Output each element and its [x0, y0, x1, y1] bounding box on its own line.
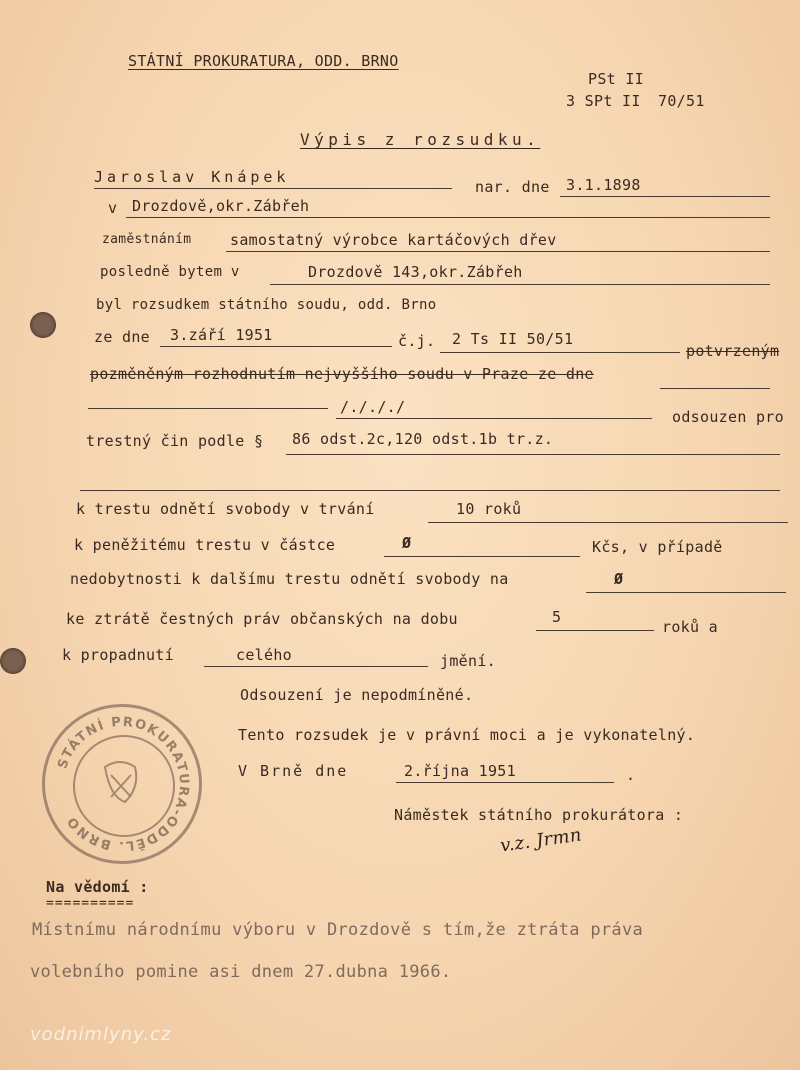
reference-line-2: 3 SPt II 70/51 — [566, 92, 705, 110]
city-date: 2.října 1951 — [404, 762, 516, 780]
watermark: vodnimlyny.cz — [30, 1024, 172, 1045]
fine-currency: Kčs, v případě — [592, 538, 723, 556]
nonpayment-label: nedobytnosti k dalšímu trestu odnětí svobody na — [70, 570, 509, 588]
place-prefix: v — [108, 199, 118, 217]
occupation: samostatný výrobce kartáčových dřev — [230, 231, 557, 249]
rights-years: 5 — [552, 608, 562, 626]
residence-label: posledně bytem v — [100, 264, 240, 280]
stamp-ring-text — [45, 707, 199, 861]
notice-line-1: Místnímu národnímu výboru v Drozdově s tím,že ztráta práva — [32, 920, 644, 940]
sentenced-label: odsouzen pro — [672, 408, 784, 426]
forfeit-unit: jmění. — [440, 652, 496, 670]
modified-label: pozměněným rozhodnutím nejvyššího soudu v Praze ze dne — [90, 365, 594, 383]
signature-label: Náměstek státního prokurátora : — [394, 806, 684, 824]
occupation-label: zaměstnáním — [102, 232, 192, 247]
cj-label: č.j. — [398, 332, 436, 350]
unconditional-text: Odsouzení je nepodmíněné. — [240, 686, 474, 704]
crime-label: trestný čin podle § — [86, 432, 264, 450]
document-title: Výpis z rozsudku. — [300, 130, 541, 149]
fine-amount: Ø — [402, 534, 412, 552]
person-name: Jaroslav Knápek — [94, 168, 290, 186]
punch-hole-top — [30, 312, 56, 338]
nonpayment-term: Ø — [614, 570, 624, 588]
signature: v.z. Jrmn — [498, 824, 583, 857]
court-text: byl rozsudkem státního soudu, odd. Brno — [96, 297, 437, 313]
city-date-label: V Brně dne — [238, 762, 349, 780]
rights-label: ke ztrátě čestných práv občanských na dobu — [66, 610, 458, 628]
notice-heading: Na vědomí : — [46, 878, 149, 896]
born-label: nar. dne — [475, 178, 550, 196]
struck-slashes: /./././ — [340, 398, 406, 416]
office-stamp — [42, 704, 202, 864]
enforceable-text: Tento rozsudek je v právní moci a je vykonatelný. — [238, 726, 696, 744]
reference-line-1: PSt II — [588, 70, 644, 88]
punch-hole-bottom — [0, 648, 26, 674]
forfeit-label: k propadnutí — [62, 646, 174, 664]
born-date: 3.1.1898 — [566, 176, 641, 194]
svg-text:STÁTNÍ PROKURATURA-ODDĚL. BRNO: STÁTNÍ PROKURATURA-ODDĚL. BRNO — [55, 714, 192, 854]
office-heading: STÁTNÍ PROKURATURA, ODD. BRNO — [128, 52, 399, 70]
crime-paragraphs: 86 odst.2c,120 odst.1b tr.z. — [292, 430, 554, 448]
notice-rule: ========== — [46, 896, 135, 911]
judgment-date: 3.září 1951 — [170, 326, 273, 344]
date-prefix: ze dne — [94, 328, 150, 346]
date-period: . — [626, 766, 636, 784]
rights-unit: roků a — [662, 618, 718, 636]
notice-line-2: volebního pomine asi dnem 27.dubna 1966. — [30, 962, 452, 982]
confirmed-label: potvrzeným — [686, 342, 780, 360]
forfeit-scope: celého — [236, 646, 292, 664]
fine-label: k peněžitému trestu v částce — [74, 536, 336, 554]
prison-term: 10 roků — [456, 500, 522, 518]
residence: Drozdově 143,okr.Zábřeh — [308, 263, 523, 281]
prison-label: k trestu odnětí svobody v trvání — [76, 500, 375, 518]
birth-place: Drozdově,okr.Zábřeh — [132, 197, 310, 215]
case-number: 2 Ts II 50/51 — [452, 330, 574, 348]
